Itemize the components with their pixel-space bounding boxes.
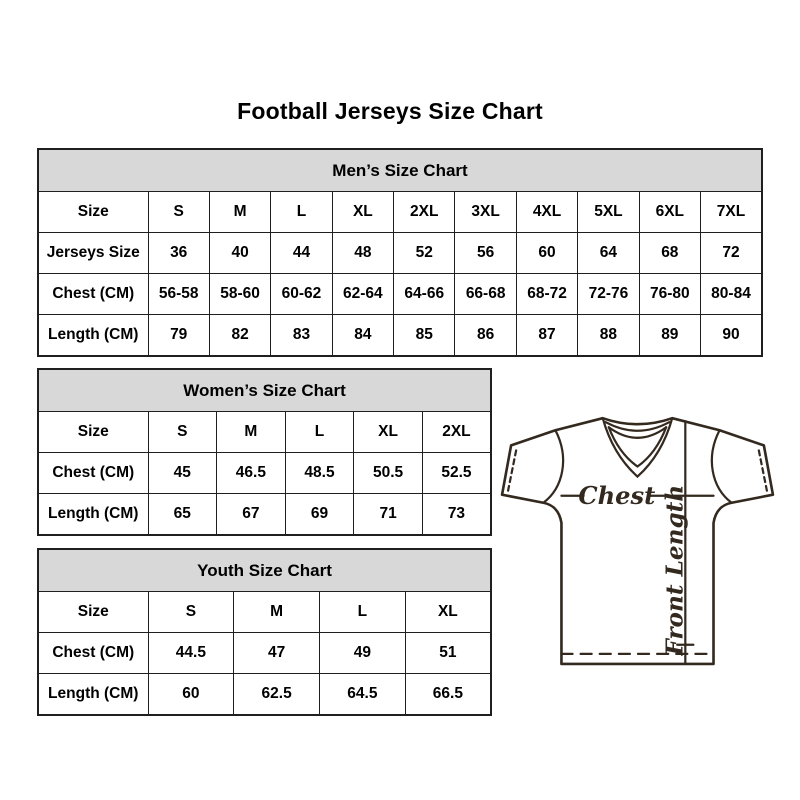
table-row xyxy=(38,453,491,494)
table-header-row xyxy=(38,149,762,192)
row-label-cell: Length (CM) xyxy=(38,674,148,716)
table-cell: 60-62 xyxy=(271,274,332,315)
mens-size-chart-table xyxy=(37,148,763,357)
table-cell: 48 xyxy=(332,233,393,274)
row-label-cell: Chest (CM) xyxy=(38,453,148,494)
youth-size-chart-table xyxy=(37,548,492,716)
jersey-measurement-diagram xyxy=(497,402,783,668)
table-cell: XL xyxy=(332,192,393,233)
table-cell: 47 xyxy=(234,633,320,674)
womens-size-chart-table xyxy=(37,368,492,536)
table-cell: 62.5 xyxy=(234,674,320,716)
row-label-cell: Size xyxy=(38,192,148,233)
table-cell: XL xyxy=(354,412,423,453)
table-cell: 89 xyxy=(639,315,700,357)
table-cell: 50.5 xyxy=(354,453,423,494)
table-cell: 76-80 xyxy=(639,274,700,315)
row-label-cell: Size xyxy=(38,412,148,453)
table-cell: 52.5 xyxy=(422,453,491,494)
table-header-row xyxy=(38,549,491,592)
table-row xyxy=(38,412,491,453)
row-label-cell: Chest (CM) xyxy=(38,633,148,674)
table-cell: 88 xyxy=(578,315,639,357)
table-cell: 4XL xyxy=(516,192,577,233)
table-cell: 51 xyxy=(405,633,491,674)
chest-label: Chest xyxy=(578,480,656,510)
womens-section-header: Women’s Size Chart xyxy=(38,369,491,412)
table-cell: 52 xyxy=(394,233,455,274)
table-cell: S xyxy=(148,412,217,453)
table-cell: 87 xyxy=(516,315,577,357)
table-row xyxy=(38,274,762,315)
row-label-cell: Length (CM) xyxy=(38,315,148,357)
table-cell: 5XL xyxy=(578,192,639,233)
table-cell: 64 xyxy=(578,233,639,274)
row-label-cell: Length (CM) xyxy=(38,494,148,536)
table-cell: M xyxy=(234,592,320,633)
table-cell: 86 xyxy=(455,315,516,357)
table-row xyxy=(38,494,491,536)
table-cell: 83 xyxy=(271,315,332,357)
table-cell: 2XL xyxy=(394,192,455,233)
table-cell: 64-66 xyxy=(394,274,455,315)
table-cell: 68 xyxy=(639,233,700,274)
table-cell: 60 xyxy=(148,674,234,716)
table-row xyxy=(38,592,491,633)
table-row xyxy=(38,315,762,357)
table-cell: 67 xyxy=(217,494,286,536)
table-row xyxy=(38,192,762,233)
table-cell: 72 xyxy=(701,233,762,274)
table-cell: 40 xyxy=(209,233,270,274)
youth-section-header: Youth Size Chart xyxy=(38,549,491,592)
table-cell: 73 xyxy=(422,494,491,536)
table-cell: 69 xyxy=(285,494,354,536)
table-cell: XL xyxy=(405,592,491,633)
table-row xyxy=(38,674,491,716)
table-cell: 48.5 xyxy=(285,453,354,494)
mens-section-header: Men’s Size Chart xyxy=(38,149,762,192)
table-cell: L xyxy=(320,592,406,633)
table-cell: 44 xyxy=(271,233,332,274)
table-cell: L xyxy=(271,192,332,233)
table-cell: 62-64 xyxy=(332,274,393,315)
table-cell: 45 xyxy=(148,453,217,494)
table-cell: 79 xyxy=(148,315,209,357)
table-cell: 60 xyxy=(516,233,577,274)
table-cell: 36 xyxy=(148,233,209,274)
table-cell: 49 xyxy=(320,633,406,674)
table-cell: 90 xyxy=(701,315,762,357)
table-cell: M xyxy=(217,412,286,453)
table-cell: 46.5 xyxy=(217,453,286,494)
table-cell: 80-84 xyxy=(701,274,762,315)
table-cell: S xyxy=(148,192,209,233)
table-cell: 56 xyxy=(455,233,516,274)
table-cell: 7XL xyxy=(701,192,762,233)
row-label-cell: Jerseys Size xyxy=(38,233,148,274)
table-row xyxy=(38,233,762,274)
front-length-label: Front Length xyxy=(661,484,689,656)
table-cell: 58-60 xyxy=(209,274,270,315)
table-cell: 85 xyxy=(394,315,455,357)
table-cell: 3XL xyxy=(455,192,516,233)
table-cell: 44.5 xyxy=(148,633,234,674)
table-cell: 6XL xyxy=(639,192,700,233)
table-cell: 66.5 xyxy=(405,674,491,716)
table-cell: 84 xyxy=(332,315,393,357)
table-cell: 66-68 xyxy=(455,274,516,315)
row-label-cell: Chest (CM) xyxy=(38,274,148,315)
table-cell: L xyxy=(285,412,354,453)
jersey-outline xyxy=(502,418,773,664)
table-header-row xyxy=(38,369,491,412)
table-cell: M xyxy=(209,192,270,233)
table-cell: S xyxy=(148,592,234,633)
row-label-cell: Size xyxy=(38,592,148,633)
page-title: Football Jerseys Size Chart xyxy=(237,98,543,124)
table-cell: 82 xyxy=(209,315,270,357)
table-cell: 64.5 xyxy=(320,674,406,716)
table-cell: 56-58 xyxy=(148,274,209,315)
table-cell: 2XL xyxy=(422,412,491,453)
table-cell: 71 xyxy=(354,494,423,536)
table-cell: 68-72 xyxy=(516,274,577,315)
table-cell: 72-76 xyxy=(578,274,639,315)
table-cell: 65 xyxy=(148,494,217,536)
table-row xyxy=(38,633,491,674)
